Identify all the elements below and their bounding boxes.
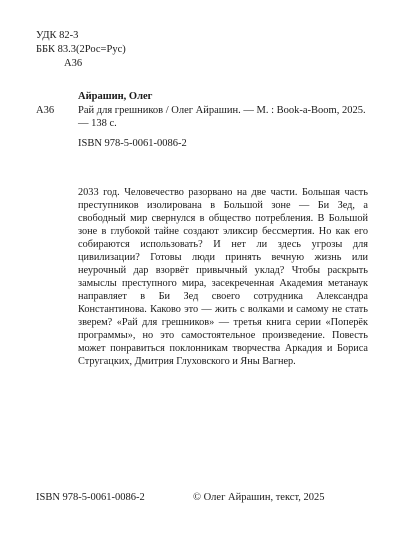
annotation-text: 2033 год. Человечество разорвано на две части. Большая часть преступников изолирована в Большой зоне — Би Зед, а свободный мир свернулся в общество потребления. В Большой зоне в глубокой тайне создают эликсир бессмертия. Но как его собираются использовать? И нет ли здесь угрозы для цивилизации? Готовы люди принять вечную жизнь или неурочный дар взорвёт привычный уклад? Чтобы раскрыть замыслы преступного мира, засекреченная Академия метанаук направляет в Би Зед своего сотрудника Александра Константинова. Каково это — жить с волками и самому не стать зверем? «Рай для грешников» — третья книга серии «Поперёк программы», но это самостоятельное произведение. Повесть может понравиться поклонникам творчества Аркадия и Бориса Стругацких, Дмитрия Глуховского и Яны Вагнер. xyxy=(78,187,368,367)
udk-code: УДК 82-3 xyxy=(36,30,79,41)
bbk-code: ББК 83.3(2Рос=Рус) xyxy=(36,44,126,55)
author-mark-side: А36 xyxy=(36,105,55,116)
copyright-notice: © Олег Айрашин, текст, 2025 xyxy=(193,492,325,503)
isbn-footer: ISBN 978-5-0061-0086-2 xyxy=(36,492,145,503)
author-name: Айрашин, Олег xyxy=(78,91,153,102)
author-mark-top: А36 xyxy=(64,58,83,69)
isbn-record: ISBN 978-5-0061-0086-2 xyxy=(78,138,187,149)
bibliographic-description: Рай для грешников / Олег Айрашин. — М. : Book-a-Boom, 2025. — 138 с. xyxy=(78,105,366,129)
